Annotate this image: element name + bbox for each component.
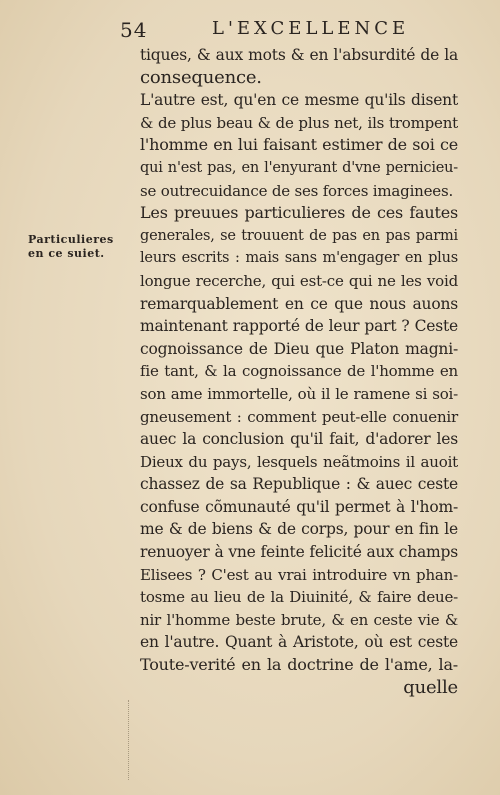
text-line: qui n'est pas, en l'enyurant d'vne pernicieu- xyxy=(140,159,458,176)
page-number: 54 xyxy=(120,18,148,42)
text-line: se outrecuidance de ses forces imaginees. xyxy=(140,181,454,200)
text-line: consequence. xyxy=(140,66,262,88)
text-line: cognoissance de Dieu que Platon magni- xyxy=(140,339,458,358)
text-line: quelle xyxy=(403,676,458,698)
text-line: L'autre est, qu'en ce mesme qu'ils disent xyxy=(140,91,458,110)
text-line: auec la conclusion qu'il fait, d'adorer les xyxy=(140,430,458,449)
gutter-mark xyxy=(128,700,139,780)
text-line: leurs escrits : mais sans m'engager en plus xyxy=(140,250,458,267)
text-line: remarquablement en ce que nous auons xyxy=(140,294,458,313)
text-line: confuse cõmunauté qu'il permet à l'hom- xyxy=(140,497,458,516)
text-line: maintenant rapporté de leur part ? Ceste xyxy=(140,317,458,336)
text-line: tiques, & aux mots & en l'absurdité de la xyxy=(140,46,458,64)
text-line: gneusement : comment peut-elle conuenir xyxy=(140,407,458,426)
text-line: tosme au lieu de la Diuinité, & faire deue- xyxy=(140,588,458,607)
text-line: Les preuues particulieres de ces fautes xyxy=(140,203,458,223)
body-text xyxy=(140,44,458,699)
margin-note-line: en ce suiet. xyxy=(28,247,105,260)
text-line: l'homme en lui faisant estimer de soi ce xyxy=(140,135,458,155)
text-line: Dieux du pays, lesquels neãtmoins il auoit xyxy=(140,452,458,471)
text-line: chassez de sa Republique : & auec ceste xyxy=(140,475,458,494)
text-line: renuoyer à vne feinte felicité aux champs xyxy=(140,543,458,562)
text-line: fie tant, & la cognoissance de l'homme en xyxy=(140,362,458,381)
margin-note-line: Particulieres xyxy=(28,233,114,246)
text-line: Toute-verité en la doctrine de l'ame, la- xyxy=(140,655,458,675)
text-line: generales, se trouuent de pas en pas parmi xyxy=(140,227,458,244)
running-head: L'EXCELLENCE xyxy=(212,18,410,39)
text-line: son ame immortelle, où il le ramene si soi- xyxy=(140,384,458,403)
margin-note xyxy=(28,233,113,261)
text-line: en l'autre. Quant à Aristote, où est ceste xyxy=(140,633,458,652)
text-line: & de plus beau & de plus net, ils trompent xyxy=(140,113,458,132)
text-line: nir l'homme beste brute, & en ceste vie & xyxy=(140,610,458,629)
text-line: Elisees ? C'est au vrai introduire vn phan- xyxy=(140,565,458,584)
text-line: me & de biens & de corps, pour en fin le xyxy=(140,520,458,539)
text-line: longue recerche, qui est-ce qui ne les void xyxy=(140,271,458,290)
